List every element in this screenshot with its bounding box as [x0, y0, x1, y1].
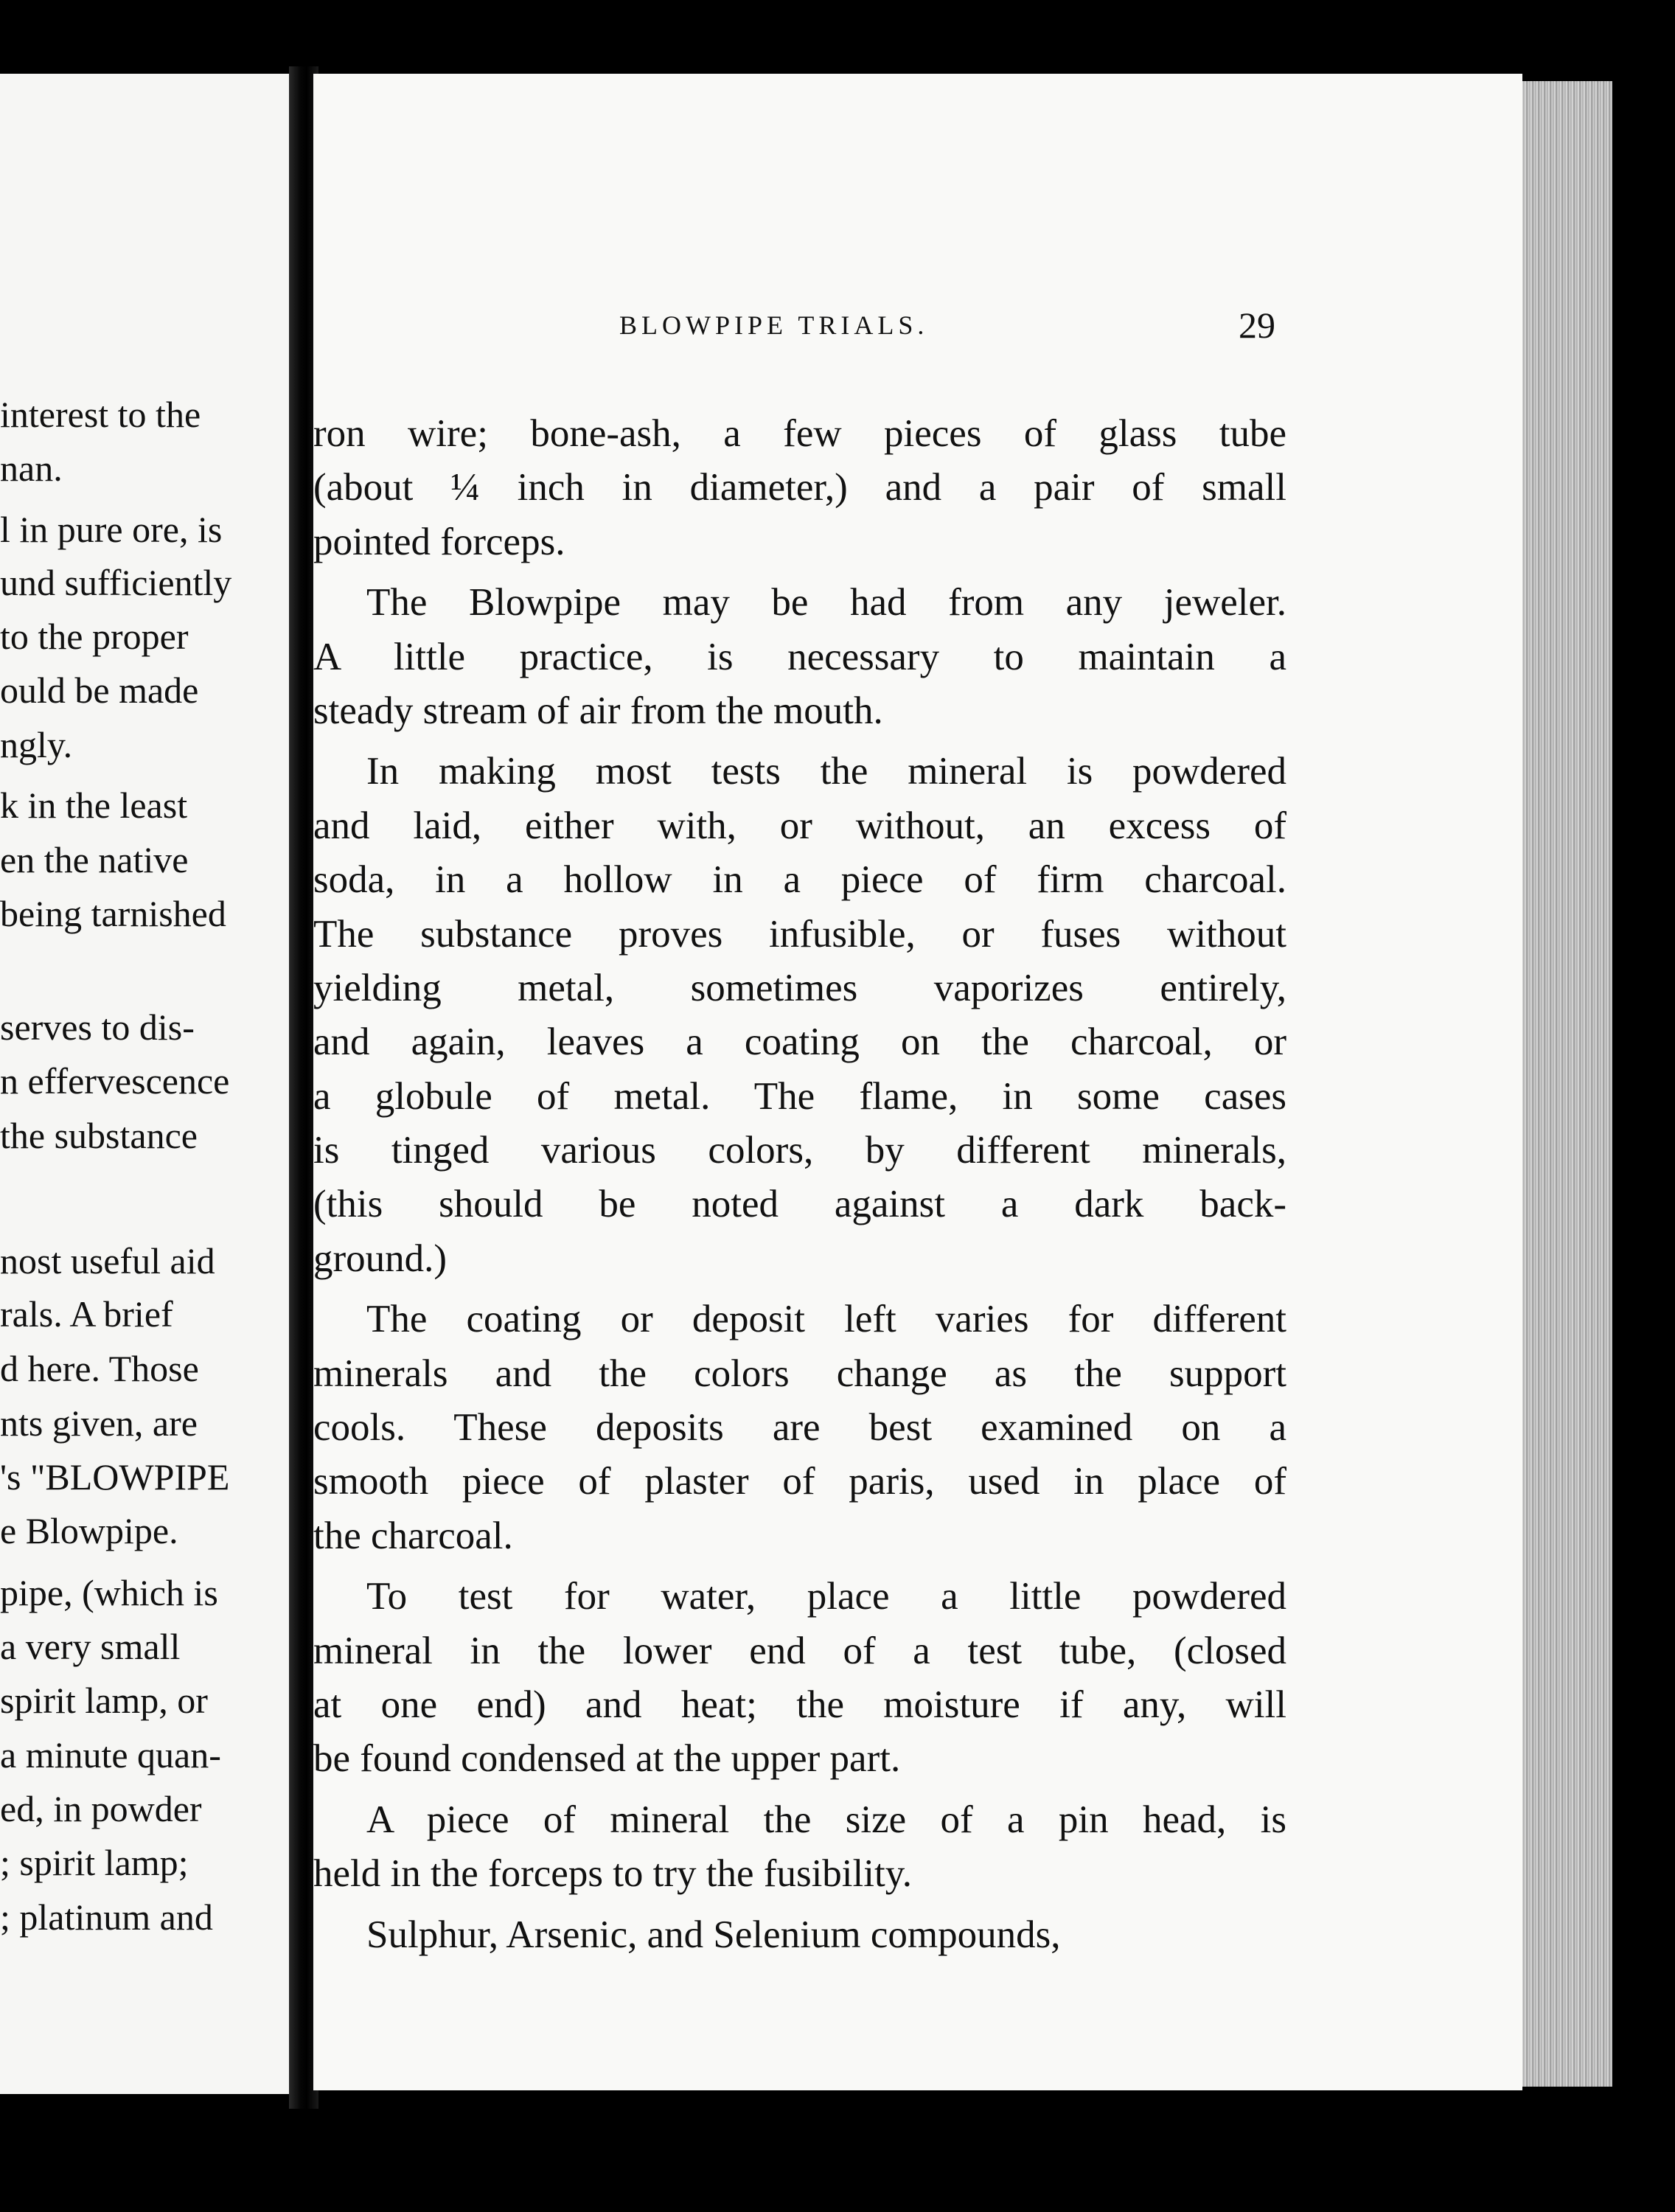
left-line: interest to the: [0, 394, 201, 435]
left-line: a very small: [0, 1626, 181, 1667]
paragraph: [313, 1793, 1286, 1902]
text-line: mineral in the lower end of a test tube, (closed: [313, 1629, 1286, 1672]
left-line: ould be made: [0, 669, 199, 711]
left-line: d here. Those: [0, 1348, 199, 1389]
text-line: The coating or deposit left varies for different: [366, 1298, 1286, 1341]
text-line: a globule of metal. The flame, in some cases: [313, 1074, 1286, 1118]
left-line: l in pure ore, is: [0, 509, 223, 550]
text-line: ron wire; bone-ash, a few pieces of glass tube: [313, 412, 1286, 455]
paragraph: [313, 576, 1286, 738]
text-line: soda, in a hollow in a piece of firm charcoal.: [313, 858, 1286, 902]
text-line: The substance proves infusible, or fuses without: [313, 912, 1286, 956]
text-line: A little practice, is necessary to maintain a: [313, 635, 1286, 678]
text-line: ground.): [313, 1237, 448, 1280]
page-edge-stack: [1522, 81, 1612, 2087]
left-line: pipe, (which is: [0, 1572, 218, 1613]
text-line: the charcoal.: [313, 1514, 513, 1557]
paragraph: [313, 407, 1286, 569]
text-line: yielding metal, sometimes vaporizes entirely,: [313, 966, 1286, 1009]
text-line: be found condensed at the upper part.: [313, 1737, 901, 1781]
left-line: 's "BLOWPIPE: [0, 1456, 230, 1498]
paragraph: [313, 1293, 1286, 1563]
text-line: pointed forceps.: [313, 520, 565, 563]
left-page-fragment: [0, 74, 299, 2094]
paragraph-gap: [313, 1902, 1286, 1908]
text-line: minerals and the colors change as the support: [313, 1352, 1286, 1395]
text-line: held in the forceps to try the fusibility.: [313, 1852, 913, 1896]
text-line: and again, leaves a coating on the charcoal, or: [313, 1020, 1286, 1064]
left-line: to the proper: [0, 616, 189, 657]
text-line: The Blowpipe may be had from any jeweler.: [366, 581, 1286, 625]
body-text: [313, 407, 1286, 1962]
paragraph-gap: [313, 738, 1286, 745]
text-line: steady stream of air from the mouth.: [313, 689, 883, 732]
left-line: e Blowpipe.: [0, 1510, 178, 1551]
paragraph-gap: [313, 1787, 1286, 1793]
paragraph: [313, 745, 1286, 1286]
text-line: (about ¼ inch in diameter,) and a pair of small: [313, 466, 1286, 509]
left-line: rals. A brief: [0, 1293, 173, 1335]
left-line: nts given, are: [0, 1402, 198, 1444]
paragraph-gap: [313, 1286, 1286, 1293]
paragraph-gap: [313, 1563, 1286, 1570]
left-line: k in the least: [0, 785, 188, 826]
text-line: (this should be noted against a dark back-: [313, 1183, 1286, 1226]
left-line: ; spirit lamp;: [0, 1842, 189, 1883]
left-line: und sufficiently: [0, 562, 232, 603]
running-head: [313, 305, 1522, 354]
text-line: cools. These deposits are best examined on a: [313, 1406, 1286, 1450]
text-line: To test for water, place a little powdered: [366, 1575, 1286, 1618]
text-line: smooth piece of plaster of paris, used in place of: [313, 1460, 1286, 1503]
left-line: serves to dis-: [0, 1006, 195, 1048]
left-line: ed, in powder: [0, 1788, 202, 1829]
left-line: a minute quan-: [0, 1734, 221, 1775]
left-line: ; platinum and: [0, 1896, 213, 1938]
text-line: In making most tests the mineral is powdered: [366, 750, 1286, 793]
left-line: ngly.: [0, 724, 73, 765]
text-line: at one end) and heat; the moisture if any, will: [313, 1683, 1286, 1726]
text-line: A piece of mineral the size of a pin head, is: [366, 1798, 1286, 1841]
running-title: BLOWPIPE TRIALS.: [619, 310, 929, 340]
left-line: spirit lamp, or: [0, 1680, 208, 1721]
left-line: nan.: [0, 448, 63, 489]
paragraph-gap: [313, 569, 1286, 576]
text-line: is tinged various colors, by different minerals,: [313, 1129, 1286, 1172]
right-page: [313, 74, 1522, 2090]
text-line: Sulphur, Arsenic, and Selenium compounds,: [366, 1913, 1061, 1956]
page-number: 29: [1239, 305, 1275, 346]
left-line: nost useful aid: [0, 1240, 215, 1281]
left-line: en the native: [0, 839, 189, 880]
text-line: and laid, either with, or without, an excess of: [313, 804, 1286, 847]
left-line: n effervescence: [0, 1060, 230, 1102]
paragraph: [313, 1908, 1286, 1962]
paragraph: [313, 1570, 1286, 1787]
left-line: being tarnished: [0, 893, 226, 934]
left-line: the substance: [0, 1115, 198, 1156]
